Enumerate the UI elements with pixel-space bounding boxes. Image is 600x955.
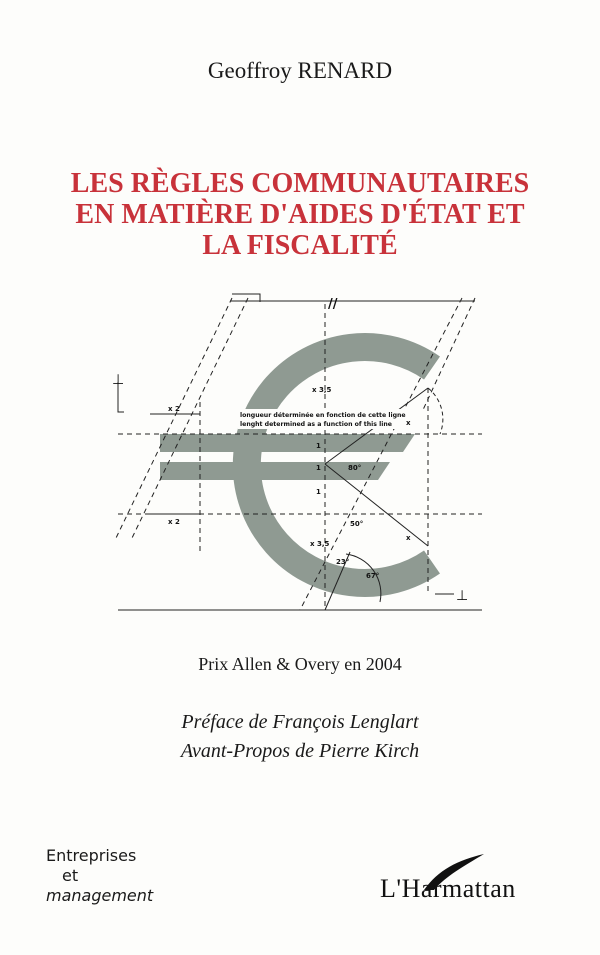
parallel-mark: // xyxy=(328,297,338,312)
slant-line-1 xyxy=(116,298,232,538)
dim-top-right: x 3,5 xyxy=(312,386,332,394)
unit-one-b: 1 xyxy=(316,464,321,472)
label-english: lenght determined as a function of this line xyxy=(240,421,392,428)
perp-mark-left: ⊥ xyxy=(112,372,125,388)
euro-symbol-icon xyxy=(160,347,432,583)
title-line-1: LES RÈGLES COMMUNAUTAIRES xyxy=(70,168,530,199)
dim-left-bottom-label: x 2 xyxy=(168,518,180,526)
dim-bottom: x 3,5 xyxy=(310,540,330,548)
author-name: Geoffroy RENARD xyxy=(207,58,393,83)
arc-right xyxy=(428,388,443,434)
unit-one-a: 1 xyxy=(316,442,321,450)
series-name xyxy=(46,846,153,906)
angle-50: 50° xyxy=(350,520,364,528)
unit-one-c: 1 xyxy=(316,488,321,496)
euro-construction-diagram xyxy=(110,284,490,624)
title-line-2: EN MATIÈRE D'AIDES D'ÉTAT ET xyxy=(75,199,525,230)
label-french: longueur déterminée en fonction de cette ligne xyxy=(240,412,406,419)
publisher-name: L'Harmattan xyxy=(380,874,516,903)
perp-mark-right: ⊥ xyxy=(456,588,469,604)
preface-line: Préface de François Lenglart xyxy=(181,711,419,733)
book-title xyxy=(0,168,600,261)
title-line-3: LA FISCALITÉ xyxy=(202,230,398,261)
euro-upper-bar xyxy=(160,434,415,452)
angle-80: 80° xyxy=(348,464,362,472)
foreword-line: Avant-Propos de Pierre Kirch xyxy=(180,740,420,762)
series-word-1: Entreprises xyxy=(46,846,137,865)
prize-line: Prix Allen & Overy en 2004 xyxy=(198,654,402,674)
dim-left-top-label: x 2 xyxy=(168,405,180,413)
preface-block xyxy=(0,708,600,766)
publisher-logo xyxy=(380,852,580,912)
dim-x-low: x xyxy=(406,534,411,542)
dim-x-right: x xyxy=(406,419,411,427)
angle-67: 67° xyxy=(366,572,380,580)
slant-line-2 xyxy=(132,298,248,538)
series-word-3: management xyxy=(46,886,154,905)
angle-23: 23° xyxy=(336,558,350,566)
series-word-2: et xyxy=(62,866,79,885)
